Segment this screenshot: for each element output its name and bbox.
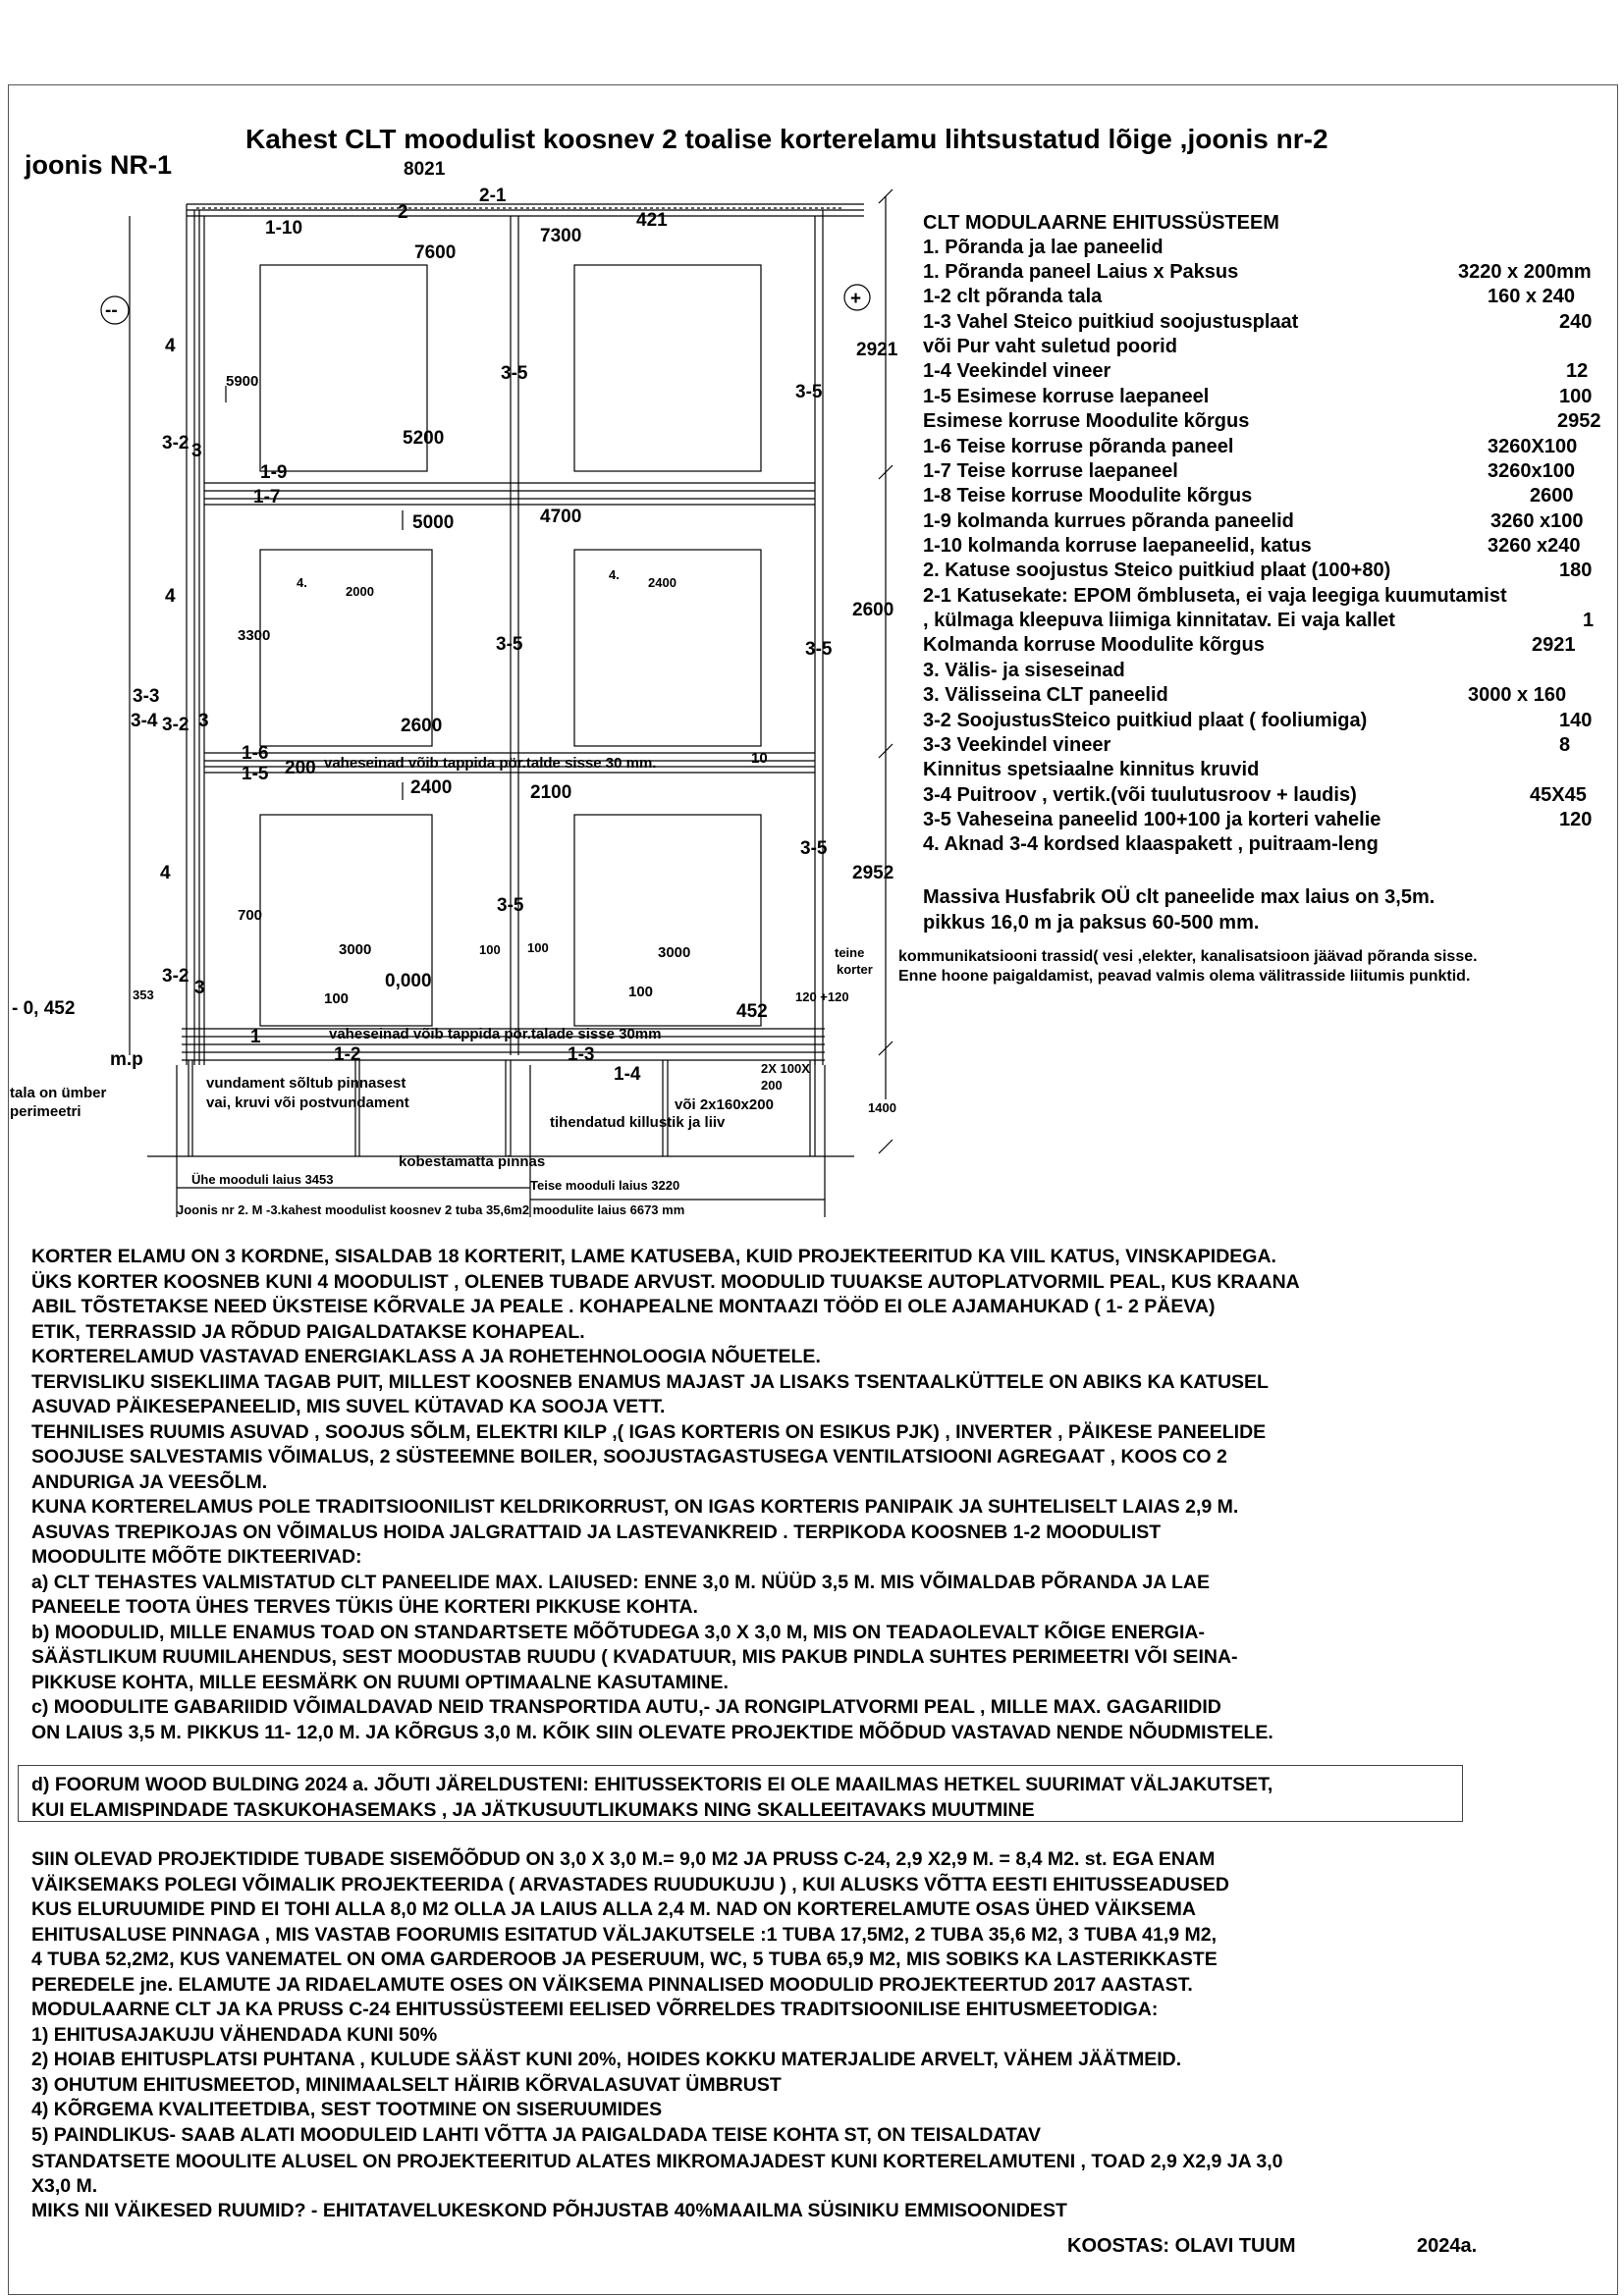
label-1-2: 1-2 bbox=[334, 1044, 361, 1065]
spec-item: 2-1 Katusekate: EPOM õmbluseta, ei vaja leegiga kuumutamist bbox=[923, 585, 1507, 607]
dim-5200: 5200 bbox=[403, 428, 445, 449]
spec-item: või Pur vaht suletud poorid bbox=[923, 336, 1177, 357]
dim-421: 421 bbox=[636, 210, 668, 231]
spec-item: 1. Põranda ja lae paneelid bbox=[923, 237, 1164, 258]
note-undisturbed-soil: kobestamatta pinnas bbox=[399, 1153, 546, 1170]
spec-item: CLT MODULAARNE EHITUSSÜSTEEM bbox=[923, 212, 1279, 234]
note-beam-1: tala on ümber bbox=[10, 1085, 107, 1101]
label-3-5-d: 3-5 bbox=[805, 639, 833, 660]
dim-2x100x: 2X 100X bbox=[761, 1061, 810, 1076]
label-3-2-a: 3-2 bbox=[162, 433, 189, 454]
label-2-1: 2-1 bbox=[479, 186, 507, 206]
dim-1400: 1400 bbox=[868, 1100, 896, 1115]
dim-4700: 4700 bbox=[540, 507, 582, 527]
module-width-2: Teise mooduli laius 3220 bbox=[530, 1178, 680, 1193]
spec-item: , külmaga kleepuva liimiga kinnitatav. Ei vaja kallet 1 bbox=[923, 610, 1595, 631]
drawing-caption: Joonis nr 2. M -3.kahest moodulist koosnev 2 tuba 35,6m2 moodulite laius 6673 mm bbox=[177, 1202, 685, 1217]
dim-3000-b: 3000 bbox=[658, 944, 691, 961]
dim-2400-b: 2400 bbox=[410, 777, 453, 798]
level-0000: 0,000 bbox=[385, 971, 432, 991]
dim-7300: 7300 bbox=[540, 226, 582, 246]
window-label-4-b: 4. bbox=[609, 567, 620, 582]
spec-item: 1-6 Teise korruse põranda paneel 3260X100 bbox=[923, 436, 1578, 457]
spec-item: 1-8 Teise korruse Moodulite kõrgus 2600 bbox=[923, 485, 1574, 507]
minus-sign: -- bbox=[105, 300, 118, 321]
dim-120-120: 120 +120 bbox=[795, 989, 849, 1004]
label-4-top: 4 bbox=[165, 336, 176, 356]
note-compacted-gravel: tihendatud killustik ja liiv bbox=[550, 1114, 726, 1131]
dim-2400-a: 2400 bbox=[648, 575, 677, 590]
label-1-5: 1-5 bbox=[242, 764, 269, 784]
plus-sign: + bbox=[850, 289, 862, 309]
dim-2100: 2100 bbox=[530, 782, 572, 803]
dim-3300: 3300 bbox=[238, 627, 271, 644]
communications-note-2: Enne hoone paigaldamist, peavad valmis olema välitrasside liitumis punktid. bbox=[898, 968, 1471, 985]
label-1-10: 1-10 bbox=[265, 218, 303, 239]
dim-2600-a: 2600 bbox=[852, 600, 894, 620]
description-paragraph-1: KORTER ELAMU ON 3 KORDNE, SISALDAB 18 KORTERIT, LAME KATUSEBA, KUID PROJEKTEERITUD KA VIIL KATUS, VINSKAPIDEGA. ÜKS KORTER KOOSNEB KUNI 4 MOODULIST , OLENEB TUBADE ARVUST. MOODULID TUUAKSE AUTOPLATVORMIL PEAL, KUS KRAANA ABIL TÕSTETAKSE NEED ÜKSTEISE KÕRVALE JA PEALE . KOHAPEALNE MONTAAZI TÖÖD EI OLE AJAMAHUKAD ( 1- 2 PÄEVA) ETIK, TERRASSID JA RÕDUD PAIGALDATAKSE KOHAPEAL. KORTERELAMUD VASTAVAD ENERGIAKLASS A JA ROHETEHNOLOOGIA NÕUETELE. TERVISLIKU SISEKLIIMA TAGAB PUIT, MILLEST KOOSNEB ENAMUS MAJAST JA LISAKS TSENTAALKÜTTELE ON ABIKS KA KATUSEL ASUVAD PÄIKESEPANEELID, MIS SUVEL KÜTAVAD KA SOOJA VETT. TEHNILISES RUUMIS ASUVAD , SOOJUS SÕLM, ELEKTRI KILP ,( IGAS KORTERIS ON ESIKUS PJK) , INVERTER , PÄIKESE PANEELIDE SOOJUSE SALVESTAMIS VÕIMALUS, 2 SÜSTEEMNE BOILER, SOOJUSTAGASTUSEGA VENTILATSIOONI AGREGAAT , KOOS CO 2 ANDURIGA JA VEESÕLM. KUNA KORTERELAMUS POLE TRADITSIOONILIST KELDRIKORRUST, ON IGAS KORTERIS PANIPAIK JA SUHTELISELT LAIAS 2,9 M. ASUVAS TREPIKOJAS ON VÕIMALUS HOIDA JALGRATTAID JA LASTEVANKREID . TERPIKODA KOOSNEB 1-2 MOODULIST MOODULITE MÕÕTE DIKTEERIVAD: a) CLT TEHASTES VALMISTATUD CLT PANEELIDE MAX. LAIUSED: ENNE 3,0 M. NÜÜD 3,5 M. MIS VÕIMALDAB PÕRANDA JA LAE PANEELE TOOTA ÜHES TERVES TÜKIS ÜHE KORTERI PIKKUSE KOHTA. b) MOODULID, MILLE ENAMUS TOAD ON STANDARTSETE MÕÕTUDEGA 3,0 X 3,0 M, MIS ON TEADAOLEVALT KÕIGE ENERGIA- SÄÄSTLIKUM RUUMILAHENDUS, SEST MOODUSTAB RUUDU ( KVADATUUR, MIS PAKUB PINDLA SUHTES PERIMEETRI VÕI SEINA- PIKKUSE KOHTA, MILLE EESMÄRK ON RUUMI OPTIMAALNE KASUTAMINE. c) MOODULITE GABARIIDID VÕIMALDAVAD NEID TRANSPORTIDA AUTU,- JA RONGIPLATVORMI PEAL , MILLE MAX. GAGARIIDID ON LAIUS 3,5 M. PIKKUS 11- 12,0 M. JA KÕRGUS 3,0 M. KÕIK SIIN OLEVATE PROJEKTIDE MÕÕDUD VASTAVAD NENDE NÕUDMISTELE. bbox=[31, 1246, 1300, 1743]
label-3-3: 3-3 bbox=[133, 686, 160, 707]
dim-7600: 7600 bbox=[414, 242, 457, 263]
note-foundation-1: vundament sõltub pinnasest bbox=[206, 1075, 406, 1092]
note-beam-2: perimeetri bbox=[10, 1103, 81, 1120]
communications-note-1: kommunikatsiooni trassid( vesi ,elekter, kanalisatsioon jäävad põranda sisse. bbox=[898, 948, 1478, 965]
label-3-a: 3 bbox=[191, 441, 202, 461]
label-4-bottom: 4 bbox=[160, 863, 171, 883]
dim-353: 353 bbox=[133, 988, 154, 1002]
spec-item: 3-5 Vaheseina paneelid 100+100 ja korteri vahelie 120 bbox=[923, 809, 1593, 830]
window-floor1-right bbox=[574, 815, 761, 1026]
husfabrik-note-2: pikkus 16,0 m ja paksus 60-500 mm. bbox=[923, 912, 1260, 934]
label-3-5-e: 3-5 bbox=[800, 838, 828, 859]
drawing-title: Kahest CLT moodulist koosnev 2 toalise korterelamu lihtsustatud lõige ,joonis nr-2 bbox=[245, 124, 1328, 154]
spec-item: 2. Katuse soojustus Steico puitkiud plaat (100+80) 180 bbox=[923, 560, 1593, 581]
spec-item: 4. Aknad 3-4 kordsed klaaspakett , puitraam-leng bbox=[923, 833, 1379, 855]
spec-item: 1-9 kolmanda kurrues põranda paneelid 3260 x100 bbox=[923, 510, 1584, 532]
label-2: 2 bbox=[398, 202, 408, 223]
description-paragraph-2: SIIN OLEVAD PROJEKTIDIDE TUBADE SISEMÕÕDUD ON 3,0 X 3,0 M.= 9,0 M2 JA PRUSS C-24, 2,9 X2,9 M. = 8,4 M2. st. EGA ENAM VÄIKSEMAKS POLEGI VÕIMALIK PROJEKTEERIDA ( ARVASTADES RUUDUKUJU ) , KUI ALUSKS VÕTTA EESTI EHITUSSEADUSED KUS ELURUUMIDE PIND EI TOHI ALLA 8,0 M2 OLLA JA LAIUS ALLA 2,4 M. NAD ON KORTERELAMUTE OSAS ÜHED VÄIKSEMA EHITUSALUSE PINNAGA , MIS VASTAB FOORUMIS ESITATUD VÄLJAKUTSELE :1 TUBA 17,5M2, 2 TUBA 35,6 M2, 3 TUBA 41,9 M2, 4 TUBA 52,2M2, KUS VANEMATEL ON OMA GARDEROOB JA PESERUUM, WC, 5 TUBA 65,9 M2, MIS SOBIKS KA LASTERIKKASTE PEREDELE jne. ELAMUTE JA RIDAELAMUTE OSES ON VÄIKSEMA PINNALISED MOODULID PROJEKTEERTUD 2017 AASTAST. MODULAARNE CLT JA KA PRUSS C-24 EHITUSSÜSTEEMI EELISED VÕRRELDES TRADITSIOONILISE EHITUSMEETODIGA: 1) EHITUSAJAKUJU VÄHENDADA KUNI 50% 2) HOIAB EHITUSPLATSI PUHTANA , KULUDE SÄÄST KUNI 20%, HOIDES KOKKU MATERJALIDE ARVELT, VÄHEM JÄÄTMEID. 3) OHUTUM EHITUSMEETOD, MINIMAALSELT HÄIRIB KÕRVALASUVAT ÜMBRUST 4) KÕRGEMA KVALITEETDIBA, SEST TOOTMINE ON SISERUUMIDES 5) PAINDLIKUS- SAAB ALATI MOODULEID LAHTI VÕTTA JA PAIGALDADA TEISE KOHTA ST, ON TEISALDATAV bbox=[31, 1848, 1229, 2146]
label-teine: teine bbox=[835, 945, 865, 960]
dim-100-c: 100 bbox=[324, 990, 350, 1007]
description-paragraph-3: STANDATSETE MOOULITE ALUSEL ON PROJEKTEERITUD ALATES MIKROMAJADEST KUNI KORTERELAMUTENI , TOAD 2,9 X2,9 JA 3,0 X3,0 M. MIKS NII VÄIKESED RUUMID? - EHITATAVELUKESKOND PÕHJUSTAB 40%MAAILMA SÜSINIKU EMMISOONIDEST bbox=[31, 2151, 1283, 2221]
dim-3000-a: 3000 bbox=[339, 941, 372, 958]
label-1: 1 bbox=[250, 1027, 261, 1047]
note-foundation-2: vai, kruvi või postvundament bbox=[206, 1095, 409, 1111]
dim-100-a: 100 bbox=[479, 942, 501, 957]
spec-item: Kinnitus spetsiaalne kinnitus kruvid bbox=[923, 759, 1260, 780]
dim-2600-b: 2600 bbox=[401, 716, 443, 736]
spec-item: 3-3 Veekindel vineer 8 bbox=[923, 734, 1571, 756]
dim-8021: 8021 bbox=[404, 159, 446, 180]
label-3-4: 3-4 bbox=[131, 711, 158, 731]
module-width-1: Ühe mooduli laius 3453 bbox=[191, 1172, 334, 1187]
year-label: 2024a. bbox=[1417, 2235, 1478, 2257]
level-minus-0452: - 0, 452 bbox=[12, 998, 76, 1019]
spec-item: 3. Välisseina CLT paneelid 3000 x 160 bbox=[923, 684, 1567, 706]
dim-100-d: 100 bbox=[628, 984, 654, 1000]
dim-10: 10 bbox=[751, 750, 768, 767]
spec-item: 1-2 clt põranda tala 160 x 240 bbox=[923, 286, 1575, 307]
dim-2952: 2952 bbox=[852, 863, 894, 883]
husfabrik-note-1: Massiva Husfabrik OÜ clt paneelide max laius on 3,5m. bbox=[923, 886, 1435, 908]
label-3-5-f: 3-5 bbox=[497, 895, 524, 916]
dim-452: 452 bbox=[736, 1001, 768, 1022]
label-1-4: 1-4 bbox=[614, 1064, 641, 1085]
note-partition-walls-1: vaheseinad võib tappida pör.talde sisse 30 mm. bbox=[324, 755, 657, 772]
spec-item: Esimese korruse Moodulite kõrgus 2952 bbox=[923, 410, 1601, 432]
spec-item: 1. Põranda paneel Laius x Paksus 3220 x 200mm bbox=[923, 261, 1592, 283]
dim-200-b: 200 bbox=[761, 1078, 783, 1093]
spec-item: 1-5 Esimese korruse laepaneel 100 bbox=[923, 386, 1593, 407]
spec-item: 3-2 SoojustusSteico puitkiud plaat ( fooliumiga) 140 bbox=[923, 710, 1593, 731]
window-label-4-a: 4. bbox=[297, 575, 307, 590]
spec-item: 1-4 Veekindel vineer 12 bbox=[923, 360, 1589, 382]
label-1-6: 1-6 bbox=[242, 743, 269, 764]
note-partition-walls-2: vaheseinad võib tappida pör.talade sisse 30mm bbox=[329, 1026, 662, 1042]
dim-100-b: 100 bbox=[527, 940, 549, 955]
label-mp: m.p bbox=[110, 1049, 143, 1070]
label-3-5-a: 3-5 bbox=[501, 363, 528, 384]
dim-200: 200 bbox=[285, 758, 316, 778]
label-3-2-b: 3-2 bbox=[162, 715, 189, 735]
spec-item: Kolmanda korruse Moodulite kõrgus 2921 bbox=[923, 634, 1576, 656]
spec-item: 1-10 kolmanda korruse laepaneelid, katus 3260 x240 bbox=[923, 535, 1581, 557]
figure-number-label: joonis NR-1 bbox=[25, 150, 173, 180]
spec-item: 1-7 Teise korruse laepaneel 3260x100 bbox=[923, 460, 1575, 482]
forum-conclusion: d) FOORUM WOOD BULDING 2024 a. JÕUTI JÄRELDUSTENI: EHITUSSEKTORIS EI OLE MAAILMAS HETKEL SUURIMAT VÄLJAKUTSET, KUI ELAMISPINDADE TASKUKOHASEMAKS , JA JÄTKUSUUTLIKUMAKS NING SKALLEEITAVAKS MUUTMINE bbox=[31, 1774, 1273, 1821]
label-1-9: 1-9 bbox=[260, 462, 288, 483]
spec-item: 3. Välis- ja siseseinad bbox=[923, 660, 1125, 681]
dim-5900: 5900 bbox=[226, 373, 259, 390]
note-2x160x200: või 2x160x200 bbox=[675, 1096, 774, 1113]
label-korter: korter bbox=[837, 962, 873, 977]
label-4-mid: 4 bbox=[165, 586, 176, 607]
spec-item: 1-3 Vahel Steico puitkiud soojustusplaat 240 bbox=[923, 311, 1593, 333]
window-floor3-right bbox=[574, 265, 761, 471]
label-3-5-c: 3-5 bbox=[496, 634, 523, 655]
label-3-c: 3 bbox=[194, 978, 205, 998]
dim-2921: 2921 bbox=[856, 340, 898, 360]
label-1-3: 1-3 bbox=[568, 1044, 595, 1065]
spec-item: 3-4 Puitroov , vertik.(või tuulutusroov + laudis) 45X45 bbox=[923, 784, 1587, 806]
label-1-7: 1-7 bbox=[253, 487, 281, 507]
label-3-2-c: 3-2 bbox=[162, 966, 189, 987]
label-3-b: 3 bbox=[198, 711, 209, 731]
author-credit: KOOSTAS: OLAVI TUUM bbox=[1067, 2235, 1296, 2257]
label-3-5-b: 3-5 bbox=[795, 382, 823, 402]
dim-5000: 5000 bbox=[412, 512, 455, 533]
dim-700: 700 bbox=[238, 907, 263, 924]
dim-2000: 2000 bbox=[346, 584, 374, 599]
